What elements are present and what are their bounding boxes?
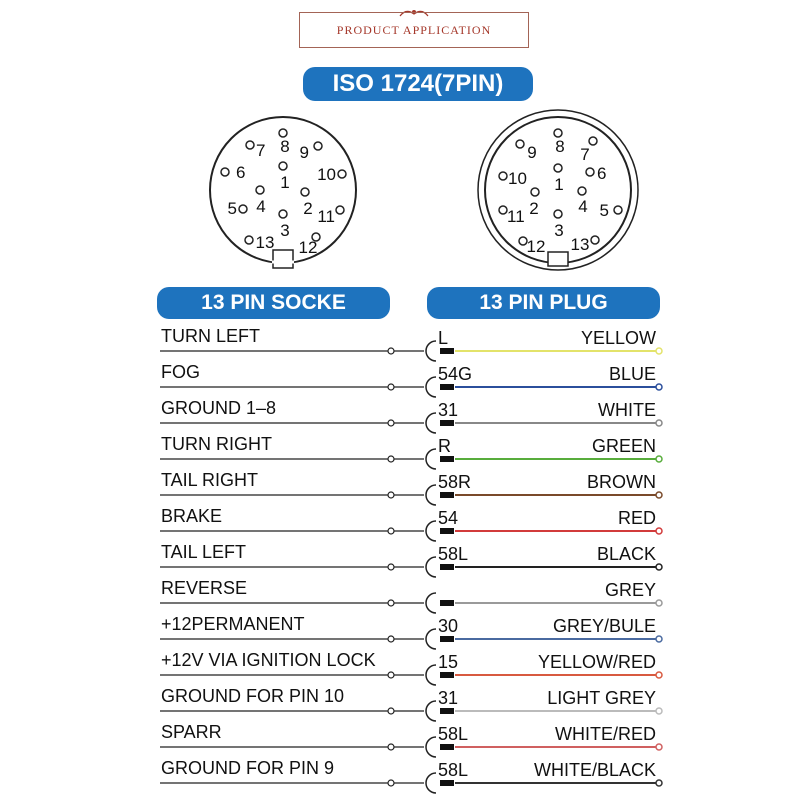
socket-pin-hole	[338, 170, 346, 178]
connector-pin	[440, 672, 454, 678]
row-function-label: TURN LEFT	[161, 326, 260, 346]
socket-pin-label: 5	[227, 199, 237, 218]
socket-pin-hole	[256, 186, 264, 194]
row-color-label: GREY	[604, 580, 656, 600]
plug-pin-hole	[499, 206, 507, 214]
row-function-label: GROUND 1–8	[161, 398, 277, 418]
row-code-label: 54G	[438, 364, 473, 384]
row-code-label: 58L	[438, 544, 469, 564]
socket-pin-label: 8	[280, 137, 290, 156]
row-color-label: YELLOW	[580, 328, 656, 348]
socket-terminal	[388, 708, 394, 714]
row-function-label: REVERSE	[161, 578, 248, 598]
row-color-label: BLACK	[596, 544, 656, 564]
connector-pin	[440, 456, 454, 462]
row-color-label: GREEN	[591, 436, 656, 456]
header-title: PRODUCT APPLICATION	[336, 22, 492, 37]
row-function-label: FOG	[161, 362, 200, 382]
row-code-label: 30	[438, 616, 459, 636]
socket-pin-label: 2	[303, 199, 313, 218]
connector-cup	[426, 737, 436, 757]
connector-cup	[426, 593, 436, 613]
socket-terminal	[388, 564, 394, 570]
socket-pin-hole	[279, 129, 287, 137]
socket-key-notch	[273, 250, 293, 268]
row-color-label: BLUE	[608, 364, 656, 384]
row-function-label: TAIL RIGHT	[161, 470, 259, 490]
plug-pin-label: 12	[526, 237, 546, 256]
row-code-label: 15	[438, 652, 459, 672]
plug-pin-label: 6	[597, 164, 607, 183]
socket-terminal	[388, 528, 394, 534]
row-code-label: 58L	[438, 724, 469, 744]
connector-pin	[440, 492, 454, 498]
row-function-label: TURN RIGHT	[161, 434, 272, 454]
socket-title-banner: 13 PIN SOCKE	[157, 287, 390, 319]
socket-pin-hole	[279, 210, 287, 218]
plug-pin-label: 1	[554, 175, 564, 194]
row-code-label: 58L	[438, 760, 469, 780]
row-color-label: LIGHT GREY	[547, 688, 656, 708]
plug-terminal	[656, 636, 662, 642]
row-code-label: 54	[438, 508, 459, 528]
socket-pin-label: 12	[298, 238, 318, 257]
plug-terminal	[656, 456, 662, 462]
connector-cup	[426, 665, 436, 685]
plug-terminal	[656, 492, 662, 498]
plug-terminal	[656, 780, 662, 786]
connector-pin	[440, 780, 454, 786]
socket-terminal	[388, 348, 394, 354]
row-color-label: WHITE/BLACK	[533, 760, 656, 780]
wiring-row	[160, 521, 662, 541]
plug-pin-label: 11	[507, 207, 525, 226]
row-code-label: 31	[438, 400, 459, 420]
socket-pin-label: 4	[256, 197, 266, 216]
socket-pin-hole	[336, 206, 344, 214]
plug-key	[548, 252, 568, 266]
socket-pin-label: 7	[256, 141, 266, 160]
plug-pin-label: 2	[529, 199, 539, 218]
plug-terminal	[656, 672, 662, 678]
plug-pin-label: 13	[570, 235, 590, 254]
plug-terminal	[656, 384, 662, 390]
socket-terminal	[388, 600, 394, 606]
plug-pin-label: 7	[580, 145, 590, 164]
plug-pin-hole	[554, 129, 562, 137]
connector-cup	[426, 377, 436, 397]
connector-pin	[440, 744, 454, 750]
standard-title-banner: ISO 1724(7PIN)	[303, 67, 533, 101]
socket-pin-label: 13	[255, 233, 275, 252]
socket-pin-hole	[279, 162, 287, 170]
row-function-label: +12PERMANENT	[161, 614, 305, 634]
row-code-label: 58R	[438, 472, 472, 492]
socket-terminal	[388, 420, 394, 426]
socket-terminal	[388, 492, 394, 498]
row-color-label: WHITE/RED	[555, 724, 656, 744]
plug-pin-hole	[589, 137, 597, 145]
socket-pin-hole	[314, 142, 322, 150]
socket-pin-hole	[246, 141, 254, 149]
socket-pin-hole	[245, 236, 253, 244]
socket-terminal	[388, 780, 394, 786]
socket-pin-hole	[239, 205, 247, 213]
plug-pin-hole	[554, 164, 562, 172]
row-color-label: RED	[617, 508, 656, 528]
row-color-label: WHITE	[598, 400, 656, 420]
plug-terminal	[656, 600, 662, 606]
plug-pin-hole	[516, 140, 524, 148]
socket-pin-label: 11	[317, 207, 335, 226]
plug-pin-hole	[586, 168, 594, 176]
connector-cup	[426, 485, 436, 505]
connector-pin	[440, 528, 454, 534]
connector-cup	[426, 701, 436, 721]
socket-terminal	[388, 744, 394, 750]
row-color-label: YELLOW/RED	[537, 652, 656, 672]
plug-terminal	[656, 708, 662, 714]
plug-pin-label: 5	[599, 201, 609, 220]
socket-terminal	[388, 456, 394, 462]
connector-cup	[426, 449, 436, 469]
row-code-label: 31	[438, 688, 459, 708]
row-color-label: BROWN	[587, 472, 656, 492]
row-function-label: GROUND FOR PIN 10	[161, 686, 345, 706]
plug-terminal	[656, 744, 662, 750]
row-function-label: TAIL LEFT	[161, 542, 247, 562]
plug-pin-hole	[591, 236, 599, 244]
socket-terminal	[388, 672, 394, 678]
row-function-label: GROUND FOR PIN 9	[161, 758, 335, 778]
socket-pin-label: 1	[280, 173, 290, 192]
plug-pin-hole	[578, 187, 586, 195]
row-code-label: R	[438, 436, 451, 456]
plug-pin-label: 3	[554, 221, 564, 240]
connector-pin	[440, 708, 454, 714]
socket-pin-hole	[301, 188, 309, 196]
plug-pin-hole	[554, 210, 562, 218]
connector-pin	[440, 636, 454, 642]
plug-title-banner: 13 PIN PLUG	[427, 287, 660, 319]
connector-cup	[426, 629, 436, 649]
plug-terminal	[656, 528, 662, 534]
connector-pin	[440, 600, 454, 606]
row-function-label: SPARR	[161, 722, 222, 742]
socket-pin-hole	[221, 168, 229, 176]
plug-pin-hole	[531, 188, 539, 196]
socket-terminal	[388, 636, 394, 642]
plug-pin-label: 4	[578, 197, 588, 216]
wiring-row	[160, 377, 662, 397]
row-function-label: BRAKE	[161, 506, 223, 526]
connector-cup	[426, 413, 436, 433]
row-color-label: GREY/BULE	[552, 616, 656, 636]
socket-pin-label: 10	[317, 165, 336, 184]
row-code-label: L	[438, 328, 449, 348]
connector-pin	[440, 420, 454, 426]
connector-cup	[426, 341, 436, 361]
connector-pin	[440, 348, 454, 354]
plug-pin-label: 10	[508, 169, 527, 188]
connector-cup	[426, 521, 436, 541]
socket-pin-label: 6	[236, 163, 246, 182]
plug-terminal	[656, 564, 662, 570]
plug-pin-label: 9	[527, 143, 537, 162]
socket-pin-label: 3	[280, 221, 290, 240]
socket-terminal	[388, 384, 394, 390]
connector-cup	[426, 773, 436, 793]
connector-cup	[426, 557, 436, 577]
connector-pin	[440, 564, 454, 570]
row-function-label: +12V VIA IGNITION LOCK	[161, 650, 376, 670]
plug-terminal	[656, 348, 662, 354]
plug-pin-hole	[499, 172, 507, 180]
plug-pin-label: 8	[555, 137, 565, 156]
plug-terminal	[656, 420, 662, 426]
plug-pin-hole	[614, 206, 622, 214]
connector-pin	[440, 384, 454, 390]
socket-pin-label: 9	[299, 143, 309, 162]
